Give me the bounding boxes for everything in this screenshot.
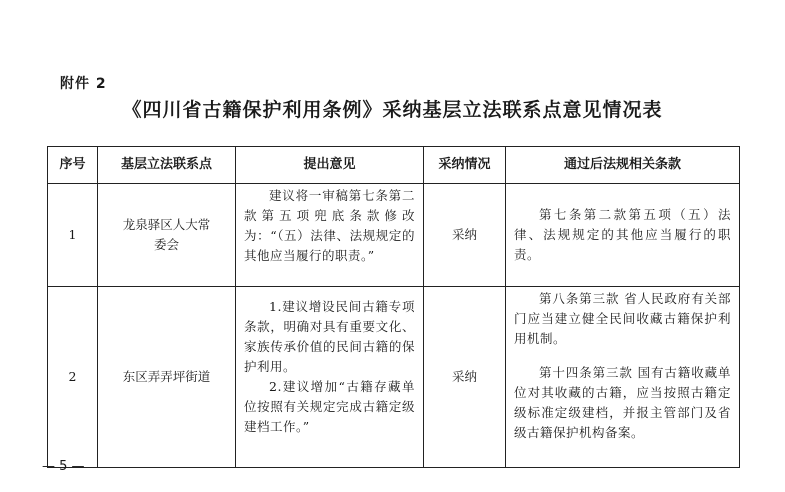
- opinion-text: 建议将一审稿第七条第二款第五项兜底条款修改为：“（五）法律、法规规定的其他应当履行的职责。”: [244, 188, 415, 263]
- contact-point: 龙泉驿区人大常委会: [98, 184, 236, 287]
- opinion-text: 2.建议增加“古籍存藏单位按照有关规定完成古籍定级建档工作。”: [244, 379, 415, 434]
- header-clauses: 通过后法规相关条款: [506, 147, 740, 184]
- clause-cell: [506, 287, 740, 468]
- opinion-text: 1.建议增设民间古籍专项条款，明确对具有重要文化、家族传承价值的民间古籍的保护利用。: [244, 299, 415, 374]
- attachment-label: 附件 2: [60, 76, 107, 92]
- table-row: [48, 184, 740, 287]
- adoption-status: 采纳: [424, 184, 506, 287]
- contact-point: 东区弄弄坪街道: [98, 287, 236, 468]
- document-title: 《四川省古籍保护利用条例》采纳基层立法联系点意见情况表: [122, 99, 663, 121]
- header-adoption: 采纳情况: [424, 147, 506, 184]
- opinion-table: [47, 146, 740, 468]
- clause-cell: [506, 184, 740, 287]
- clause-text: 第十四条第三款 国有古籍收藏单位对其收藏的古籍，应当按照古籍定级标准定级建档，并报主管部门及省级古籍保护机构备案。: [514, 365, 731, 440]
- header-opinions: 提出意见: [236, 147, 424, 184]
- row-number: 1: [48, 184, 98, 287]
- opinion-cell: [236, 184, 424, 287]
- clause-text: 第八条第三款 省人民政府有关部门应当建立健全民间收藏古籍保护利用机制。: [514, 291, 731, 346]
- header-contact-point: 基层立法联系点: [98, 147, 236, 184]
- page-number: — 5 —: [42, 459, 85, 474]
- table-row: [48, 287, 740, 468]
- row-number: 2: [48, 287, 98, 468]
- opinion-cell: [236, 287, 424, 468]
- table-header-row: [48, 147, 740, 184]
- clause-text: 第七条第二款第五项（五）法律、法规规定的其他应当履行的职责。: [514, 207, 731, 262]
- adoption-status: 采纳: [424, 287, 506, 468]
- header-no: 序号: [48, 147, 98, 184]
